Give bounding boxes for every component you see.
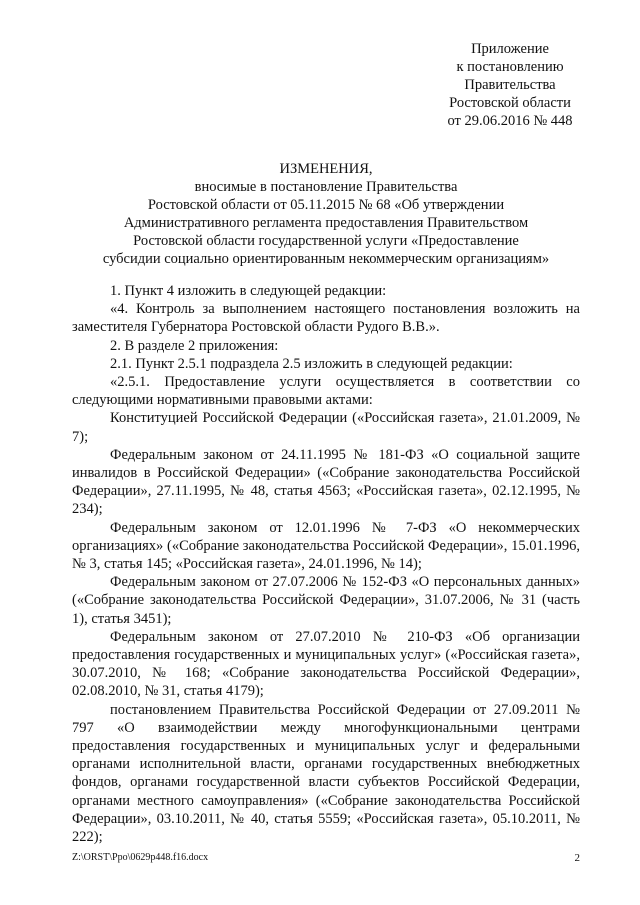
title-line: вносимые в постановление Правительства <box>194 179 458 195</box>
title-line: Ростовской области от 05.11.2015 № 68 «Об утверждении <box>147 197 505 213</box>
document-body <box>72 282 580 846</box>
paragraph: Конституцией Российской Федерации («Российская газета», 21.01.2009, № 7); <box>72 410 580 445</box>
document-title <box>72 160 580 268</box>
paragraph: «2.5.1. Предоставление услуги осуществляется в соответствии со следующими нормативными правовыми актами: <box>72 374 580 409</box>
paragraph: постановлением Правительства Российской Федерации от 27.09.2011 № 797 «О взаимодействии между многофункциональными центрами предоставления государственных и муниципальных услуг и федеральными органами исполнительной власти, органами государственных внебюджетных фондов, органами государственной власти субъектов Российской Федерации, органами местного самоуправления» («Собрание законодательства Российской Федерации», 03.10.2011, № 40, статья 5559; «Российская газета», 05.10.2011, № 222); <box>72 701 580 846</box>
title-line: Административного регламента предоставления Правительством <box>123 215 529 231</box>
paragraph: «4. Контроль за выполнением настоящего постановления возложить на заместителя Губернатора Ростовской области Рудого В.В.». <box>72 301 580 336</box>
title-line: Ростовской области государственной услуги «Предоставление <box>133 233 519 249</box>
attachment-line: от 29.06.2016 № 448 <box>447 113 573 129</box>
paragraph: 2.1. Пункт 2.5.1 подраздела 2.5 изложить в следующей редакции: <box>110 355 513 372</box>
paragraph: Федеральным законом от 27.07.2010 № 210-ФЗ «Об организации предоставления государственных и муниципальных услуг» («Российская газета», 30.07.2010, № 168; «Собрание законодательства Российской Федерации», 02.08.2010, № 31, статья 4179); <box>72 628 580 700</box>
paragraph: Федеральным законом от 12.01.1996 № 7-ФЗ «О некоммерческих организациях» («Собрание законодательства Российской Федерации», 15.01.1996, № 3, статья 145; «Российская газета», 24.01.1996, № 14); <box>72 519 580 573</box>
attachment-line: Приложение <box>471 41 549 57</box>
attachment-block <box>420 40 600 130</box>
paragraph: Федеральным законом от 27.07.2006 № 152-ФЗ «О персональных данных» («Собрание законодательства Российской Федерации», 31.07.2006, № 31 (часть 1), статья 3451); <box>72 574 580 627</box>
footer-file-path: Z:\ORST\Ppo\0629p448.f16.docx <box>72 852 209 863</box>
attachment-line: Ростовской области <box>449 95 571 111</box>
attachment-line: к постановлению <box>456 59 564 75</box>
paragraph: 1. Пункт 4 изложить в следующей редакции: <box>110 283 387 299</box>
title-heading: ИЗМЕНЕНИЯ, <box>279 161 373 177</box>
title-line: субсидии социально ориентированным некоммерческим организациям» <box>102 251 550 267</box>
paragraph: 2. В разделе 2 приложения: <box>110 337 279 354</box>
paragraph: Федеральным законом от 24.11.1995 № 181-ФЗ «О социальной защите инвалидов в Российской Федерации» («Собрание законодательства Российской Федерации», 27.11.1995, № 48, статья 4563; «Российская газета», 02.12.1995, № 234); <box>72 446 580 518</box>
page-number: 2 <box>574 852 580 864</box>
attachment-line: Правительства <box>464 77 556 93</box>
